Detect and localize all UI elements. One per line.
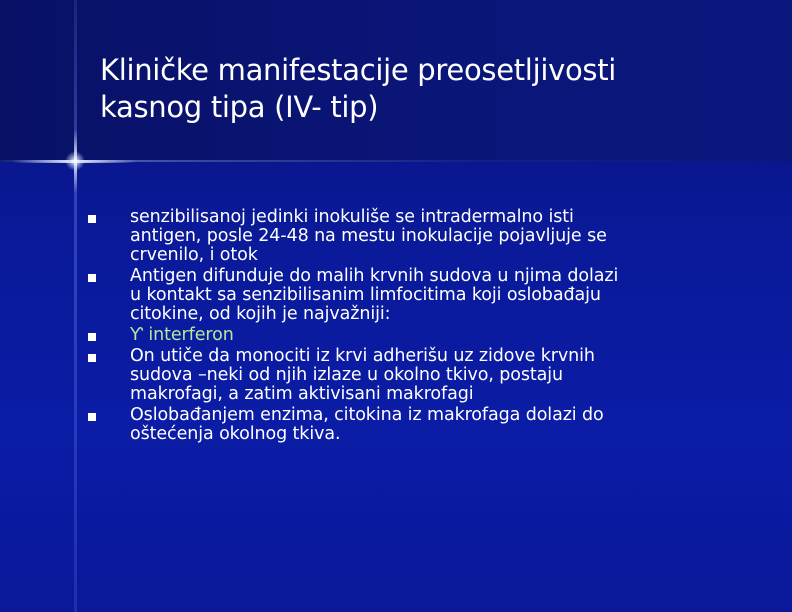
vertical-accent-line [74, 0, 77, 612]
bullet-4-line-2: sudova –neki od njih izlaze u okolno tkivo, postaju [130, 365, 564, 385]
slide-title [100, 52, 760, 126]
square-bullet-icon [88, 215, 96, 223]
bullet-list [88, 208, 748, 446]
bullet-2-line-3: citokine, od kojih je najvažniji: [130, 304, 391, 324]
bullet-2-line-1: Antigen difunduje do malih krvnih sudova u njima dolazi [130, 266, 619, 286]
bullet-5-line-1: Oslobađanjem enzima, citokina iz makrofaga dolazi do [130, 405, 604, 425]
bullet-5-line-2: oštećenja okolnog tkiva. [130, 424, 341, 444]
bullet-item-1 [88, 208, 748, 265]
square-bullet-icon [88, 354, 96, 362]
bullet-1-line-2: antigen, posle 24-48 na mestu inokulacije pojavljuje se [130, 226, 607, 246]
bullet-item-4 [88, 347, 748, 404]
bullet-4-line-1: On utiče da monociti iz krvi adherišu uz zidove krvnih [130, 346, 595, 366]
bullet-item-3 [88, 326, 748, 345]
slide-title-line-1: Kliničke manifestacije preosetljivosti [100, 53, 617, 87]
bullet-3-line-1: Ƴ interferon [130, 325, 234, 345]
square-bullet-icon [88, 333, 96, 341]
bullet-item-2 [88, 267, 748, 324]
bullet-1-line-1: senzibilisanoj jedinki inokuliše se intradermalno isti [130, 207, 574, 227]
bullet-item-5 [88, 406, 748, 444]
slide-title-line-2: kasnog tipa (IV- tip) [100, 90, 379, 124]
bullet-4-line-3: makrofagi, a zatim aktivisani makrofagi [130, 384, 474, 404]
bullet-2-line-2: u kontakt sa senzibilisanim limfocitima koji oslobađaju [130, 285, 601, 305]
bullet-1-line-3: crvenilo, i otok [130, 245, 258, 265]
square-bullet-icon [88, 413, 96, 421]
square-bullet-icon [88, 274, 96, 282]
